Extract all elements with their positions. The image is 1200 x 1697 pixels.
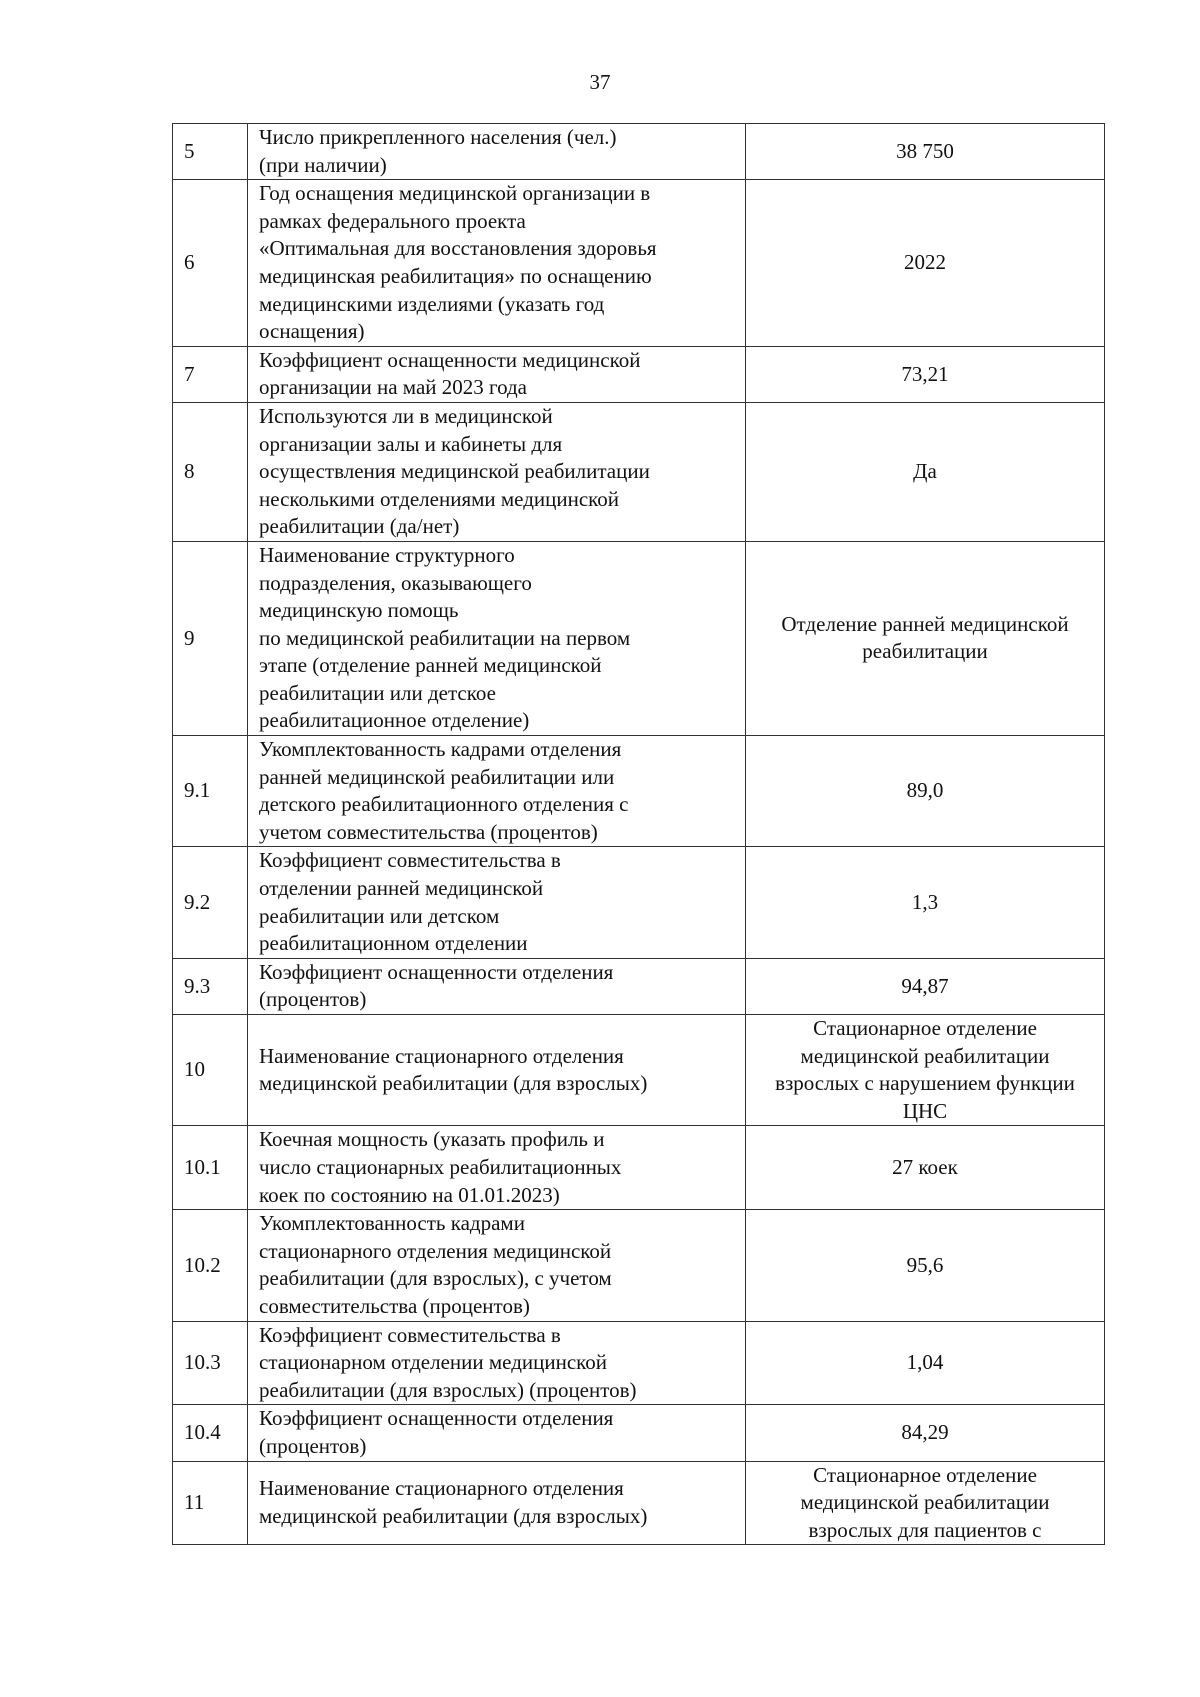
page-number: 37: [589, 70, 611, 94]
table-row: [173, 402, 1105, 541]
row-value: 84,29: [746, 1405, 1105, 1461]
row-value: Да: [746, 402, 1105, 541]
table-row: [173, 1015, 1105, 1126]
row-number: 10.2: [173, 1210, 248, 1321]
row-value: 38 750: [746, 124, 1105, 180]
row-number: 9.3: [173, 958, 248, 1014]
table-row: [173, 541, 1105, 735]
row-number: 7: [173, 346, 248, 402]
row-value: 89,0: [746, 736, 1105, 847]
row-number: 10.3: [173, 1321, 248, 1405]
row-number: 9.1: [173, 736, 248, 847]
table-row: [173, 1126, 1105, 1210]
row-indicator: Год оснащения медицинской организации в рамках федерального проекта «Оптимальная для восстановления здоровья медицинская реабилитация» по оснащению медицинскими изделиями (указать год оснащения): [248, 180, 746, 347]
row-number: 11: [173, 1461, 248, 1545]
row-number: 8: [173, 402, 248, 541]
row-number: 10.4: [173, 1405, 248, 1461]
data-table: [172, 123, 1105, 1545]
table-row: [173, 1405, 1105, 1461]
row-value: 95,6: [746, 1210, 1105, 1321]
row-value: Отделение ранней медицинской реабилитации: [746, 541, 1105, 735]
table-row: [173, 1461, 1105, 1545]
row-number: 5: [173, 124, 248, 180]
row-value: 73,21: [746, 346, 1105, 402]
row-indicator: Используются ли в медицинской организации залы и кабинеты для осуществления медицинской реабилитации несколькими отделениями медицинской реабилитации (да/нет): [248, 402, 746, 541]
row-indicator: Коэффициент оснащенности отделения (процентов): [248, 1405, 746, 1461]
row-value: 94,87: [746, 958, 1105, 1014]
row-number: 10: [173, 1015, 248, 1126]
row-indicator: Укомплектованность кадрами отделения ранней медицинской реабилитации или детского реабилитационного отделения с учетом совместительства (процентов): [248, 736, 746, 847]
row-number: 6: [173, 180, 248, 347]
row-value: Стационарное отделение медицинской реабилитации взрослых для пациентов с: [746, 1461, 1105, 1545]
row-value: 2022: [746, 180, 1105, 347]
table-row: [173, 847, 1105, 958]
row-indicator: Наименование стационарного отделения медицинской реабилитации (для взрослых): [248, 1461, 746, 1545]
row-value: 1,04: [746, 1321, 1105, 1405]
row-indicator: Наименование стационарного отделения медицинской реабилитации (для взрослых): [248, 1015, 746, 1126]
table-row: [173, 958, 1105, 1014]
row-indicator: Коэффициент оснащенности медицинской организации на май 2023 года: [248, 346, 746, 402]
row-value: 27 коек: [746, 1126, 1105, 1210]
table-row: [173, 1210, 1105, 1321]
table-row: [173, 1321, 1105, 1405]
row-number: 9.2: [173, 847, 248, 958]
row-indicator: Наименование структурного подразделения, оказывающего медицинскую помощь по медицинской реабилитации на первом этапе (отделение ранней медицинской реабилитации или детское реабилитационное отделение): [248, 541, 746, 735]
row-value: Стационарное отделение медицинской реабилитации взрослых с нарушением функции ЦНС: [746, 1015, 1105, 1126]
row-value: 1,3: [746, 847, 1105, 958]
row-number: 9: [173, 541, 248, 735]
table-row: [173, 180, 1105, 347]
row-number: 10.1: [173, 1126, 248, 1210]
table-row: [173, 124, 1105, 180]
row-indicator: Коечная мощность (указать профиль и число стационарных реабилитационных коек по состоянию на 01.01.2023): [248, 1126, 746, 1210]
table-row: [173, 736, 1105, 847]
row-indicator: Укомплектованность кадрами стационарного отделения медицинской реабилитации (для взрослых), с учетом совместительства (процентов): [248, 1210, 746, 1321]
row-indicator: Коэффициент оснащенности отделения (процентов): [248, 958, 746, 1014]
table-row: [173, 346, 1105, 402]
row-indicator: Коэффициент совместительства в стационарном отделении медицинской реабилитации (для взрослых) (процентов): [248, 1321, 746, 1405]
row-indicator: Число прикрепленного населения (чел.) (при наличии): [248, 124, 746, 180]
row-indicator: Коэффициент совместительства в отделении ранней медицинской реабилитации или детском реабилитационном отделении: [248, 847, 746, 958]
